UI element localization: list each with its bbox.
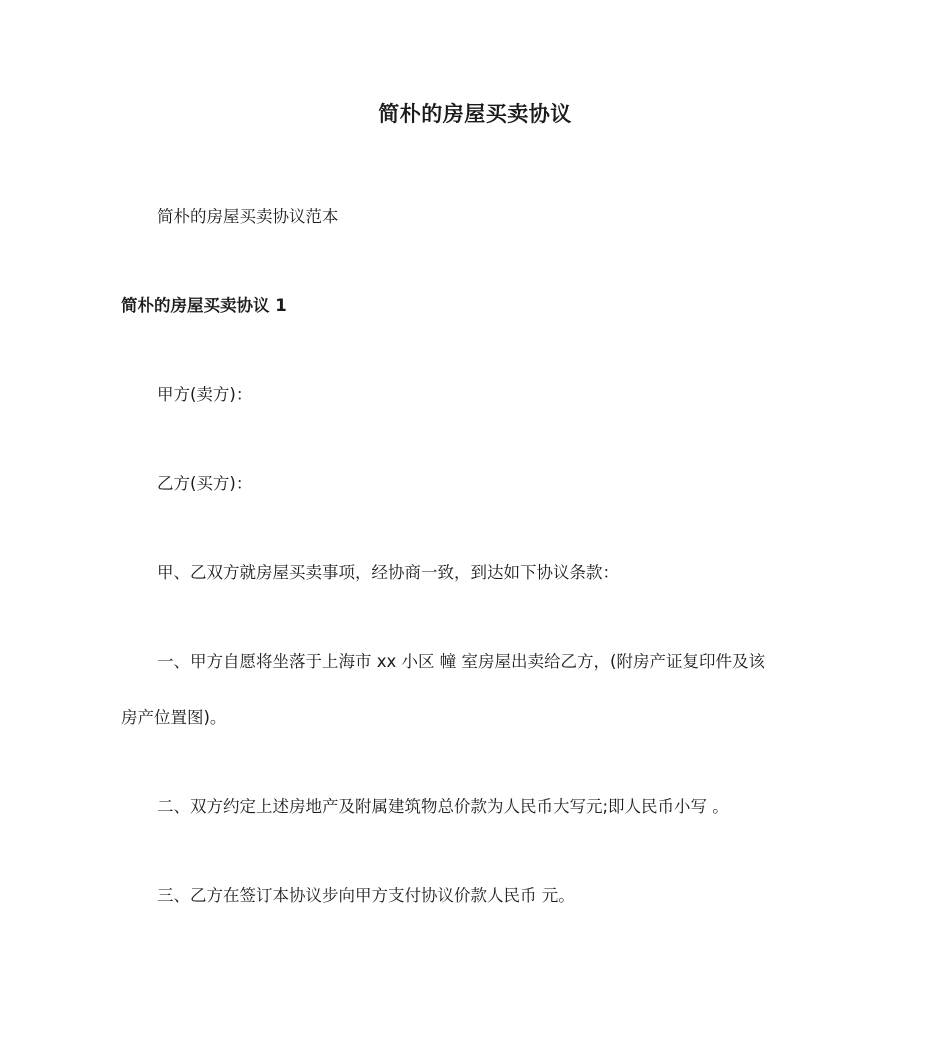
intro-paragraph: 甲、乙双方就房屋买卖事项，经协商一致，到达如下协议条款： [157,563,619,582]
clause-3-paragraph: 三、乙方在签订本协议步向甲方支付协议价款人民币 元。 [157,886,575,905]
section-heading: 简朴的房屋买卖协议 1 [121,296,287,315]
document-subtitle: 简朴的房屋买卖协议范本 [157,207,339,226]
clause-1-line-1: 一、甲方自愿将坐落于上海市 xx 小区 幢 室房屋出卖给乙方，(附房产证复印件及该 [157,652,765,671]
document-title: 简朴的房屋买卖协议 [378,102,572,126]
clause-1-line-2: 房产位置图)。 [121,708,227,727]
clause-2-paragraph: 二、双方约定上述房地产及附属建筑物总价款为人民币大写元;即人民币小写 。 [157,797,729,816]
party-b-line: 乙方(买方)： [157,474,253,493]
party-a-line: 甲方(卖方)： [157,385,253,404]
